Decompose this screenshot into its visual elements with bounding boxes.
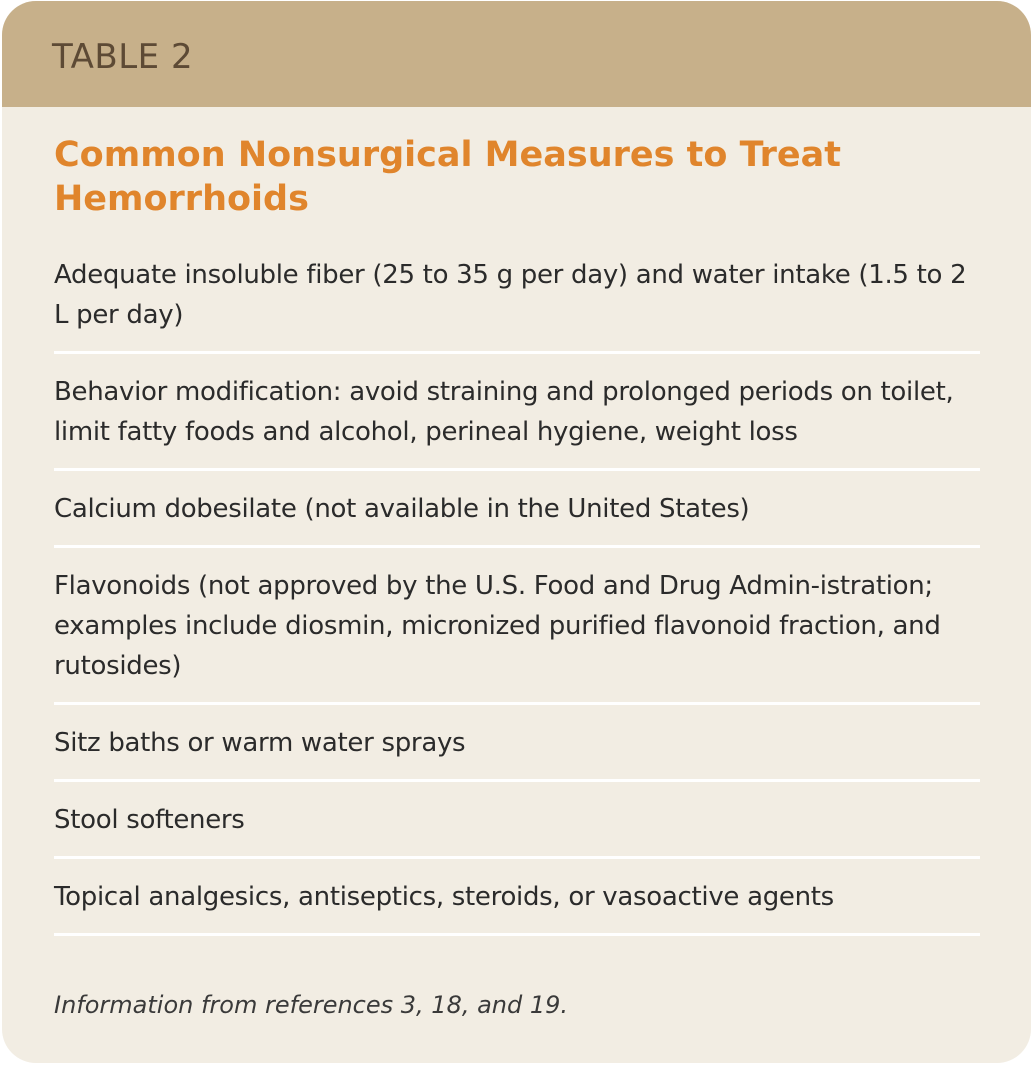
table-label: TABLE 2 [52, 37, 194, 77]
table-row: Adequate insoluble fiber (25 to 35 g per day) and water intake (1.5 to 2 L per day) [54, 251, 980, 354]
table-title: Common Nonsurgical Measures to Treat Hemorrhoids [54, 135, 841, 219]
table-footnote: Information from references 3, 18, and 19. [54, 991, 569, 1019]
table-header-band [2, 1, 1031, 107]
table-row: Topical analgesics, antiseptics, steroids, or vasoactive agents [54, 873, 980, 936]
table-card [2, 1, 1031, 1063]
table-row: Stool softeners [54, 796, 980, 859]
table-row: Flavonoids (not approved by the U.S. Food and Drug Admin-istration; examples include diosmin, micronized purified flavonoid fraction, and rutosides) [54, 562, 980, 705]
table-row: Sitz baths or warm water sprays [54, 719, 980, 782]
table-row: Calcium dobesilate (not available in the United States) [54, 485, 980, 548]
table-rows [54, 251, 980, 950]
table-row: Behavior modification: avoid straining and prolonged periods on toilet, limit fatty foods and alcohol, perineal hygiene, weight loss [54, 368, 980, 471]
